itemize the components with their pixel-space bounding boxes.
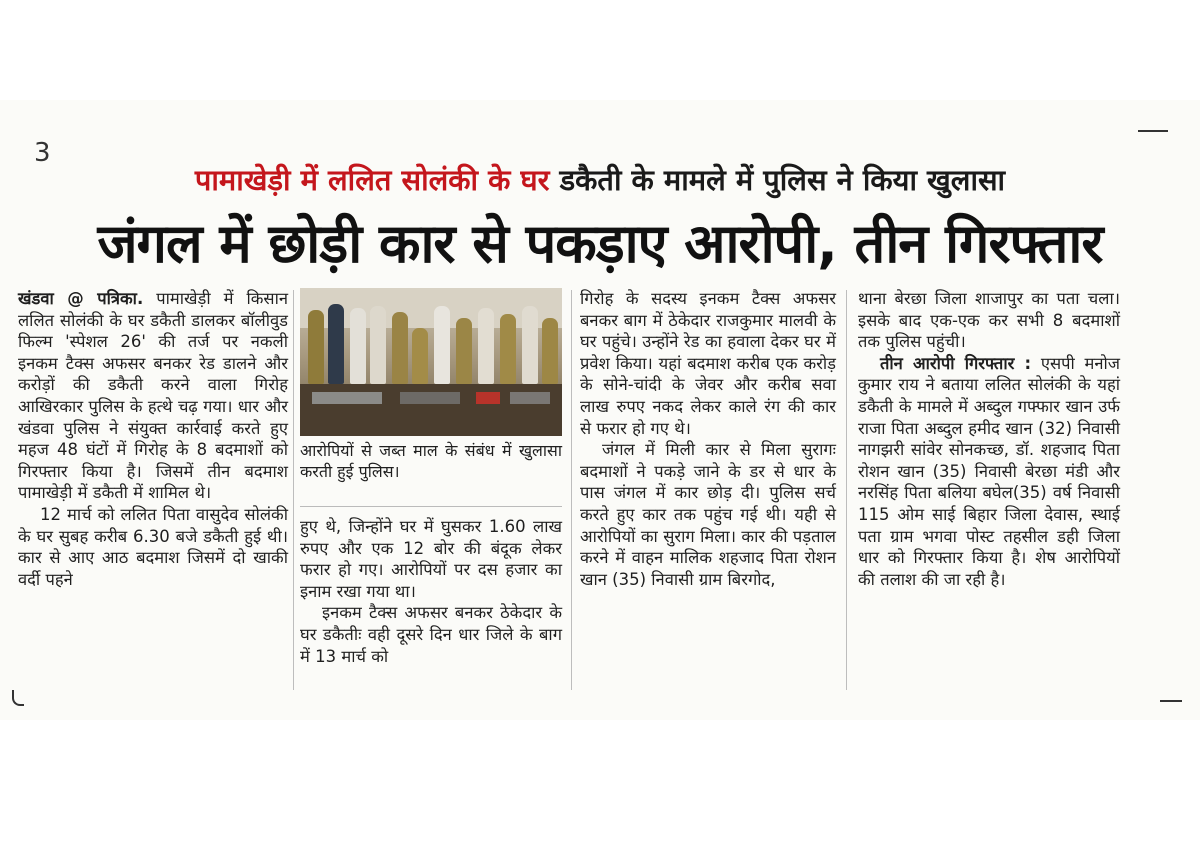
col1-paragraph-2: 12 मार्च को ललित पिता वासुदेव सोलंकी के घर सुबह करीब 6.30 बजे डकैती हुई थी। कार से आए आठ बदमाश जिसमें दो खाकी वर्दी पहने	[18, 504, 288, 589]
photo-caption: आरोपियों से जब्त माल के संबंध में खुलासा करती हुई पुलिस।	[300, 441, 562, 481]
column-rule	[293, 290, 294, 690]
kicker-red-part: पामाखेड़ी में ललित सोलंकी के घर	[194, 163, 550, 197]
column-rule	[846, 290, 847, 690]
dateline: खंडवा @ पत्रिका.	[18, 289, 144, 308]
headline: जंगल में छोड़ी कार से पकड़ाए आरोपी, तीन गिरफ्तार	[97, 212, 1103, 275]
article-column-1	[18, 288, 288, 590]
article-column-4	[858, 288, 1120, 590]
margin-mark-dash	[1138, 130, 1168, 132]
col4-paragraph-1: थाना बेरछा जिला शाजापुर का पता चला। इसके बाद एक-एक कर सभी 8 बदमाशों तक पुलिस पहुंची।	[858, 289, 1120, 352]
kicker-dark-part: डकैती के मामले में पुलिस ने किया खुलासा	[559, 163, 1006, 197]
col2-paragraph-2: इनकम टैक्स अफसर बनकर ठेकेदार के घर डकैतीः वही दूसरे दिन धार जिले के बाग में 13 मार्च को	[300, 603, 562, 666]
col1-paragraph-1: पामाखेड़ी में किसान ललित सोलंकी के घर डकैती डालकर बॉलीवुड फिल्म 'स्पेशल 26' की तर्ज पर नकली इनकम टैक्स अफसर बनकर रेड डालने और करोड़ों की डकैती करने वाला गिरोह आखिरकार पुलिस के हत्थे चढ़ गया। धार और खंडवा पुलिस ने संयुक्त कार्रवाई करते हुए महज 48 घंटों में गिरोह के 8 बदमाशों को गिरफ्तार किया है। जिसमें तीन बदमाश पामाखेड़ी में डकैती में शामिल थे।	[18, 289, 288, 503]
column-rule	[571, 290, 572, 690]
margin-mark-dash-bottom	[1160, 700, 1182, 702]
article-column-3	[580, 288, 836, 590]
subhead-three-arrested: तीन आरोपी गिरफ्तार :	[880, 353, 1032, 373]
police-photo	[300, 288, 562, 436]
col2-paragraph-1: हुए थे, जिन्होंने घर में घुसकर 1.60 लाख रुपए और एक 12 बोर की बंदूक लेकर फरार हो गए। आरोपियों पर दस हजार का इनाम रखा गया था।	[300, 517, 562, 601]
col3-paragraph-2: जंगल में मिली कार से मिला सुरागः बदमाशों ने पकड़े जाने के डर से धार के पास जंगल में कार छोड़ दी। पुलिस सर्च करते हुए कार तक पहुंच गई थी। यही से आरोपियों का सुराग मिला। कार की पड़ताल करने में वाहन मालिक शहजाद पिता रोशन खान (35) निवासी ग्राम बिरगोद,	[580, 440, 836, 589]
margin-mark-corner	[12, 690, 24, 706]
col4-paragraph-2: एसपी मनोज कुमार राय ने बताया ललित सोलंकी के यहां डकैती के मामले में अब्दुल गफ्फार खान उर्फ राजा पिता अब्दुल हमीद खान (32) निवासी नागझरी सांवेर सोनकच्छ, डॉ. शहजाद पिता रोशन खान (35) निवासी बेरछा मंडी और नरसिंह पिता बलिया बघेल(35) वर्ष निवासी 115 ओम साई बिहार जिला देवास, स्थाई पता ग्राम भगवा पोस्ट तहसील डही जिला धार को गिरफ्तार किया है। शेष आरोपियों की तलाश की जा रही है।	[858, 353, 1120, 589]
caption-rule	[300, 506, 562, 507]
col3-paragraph-1: गिरोह के सदस्य इनकम टैक्स अफसर बनकर बाग में ठेकेदार राजकुमार मालवी के घर पहुंचे। उन्होंने रेड का हवाला देकर घर में प्रवेश किया। यहां बदमाश करीब एक करोड़ के सोने-चांदी के जेवर और करीब सवा लाख रुपए नकद लेकर काले रंग की कार से फरार हो गए थे।	[580, 289, 836, 438]
kicker-line	[0, 160, 1200, 200]
margin-mark-number: 3	[34, 138, 51, 168]
